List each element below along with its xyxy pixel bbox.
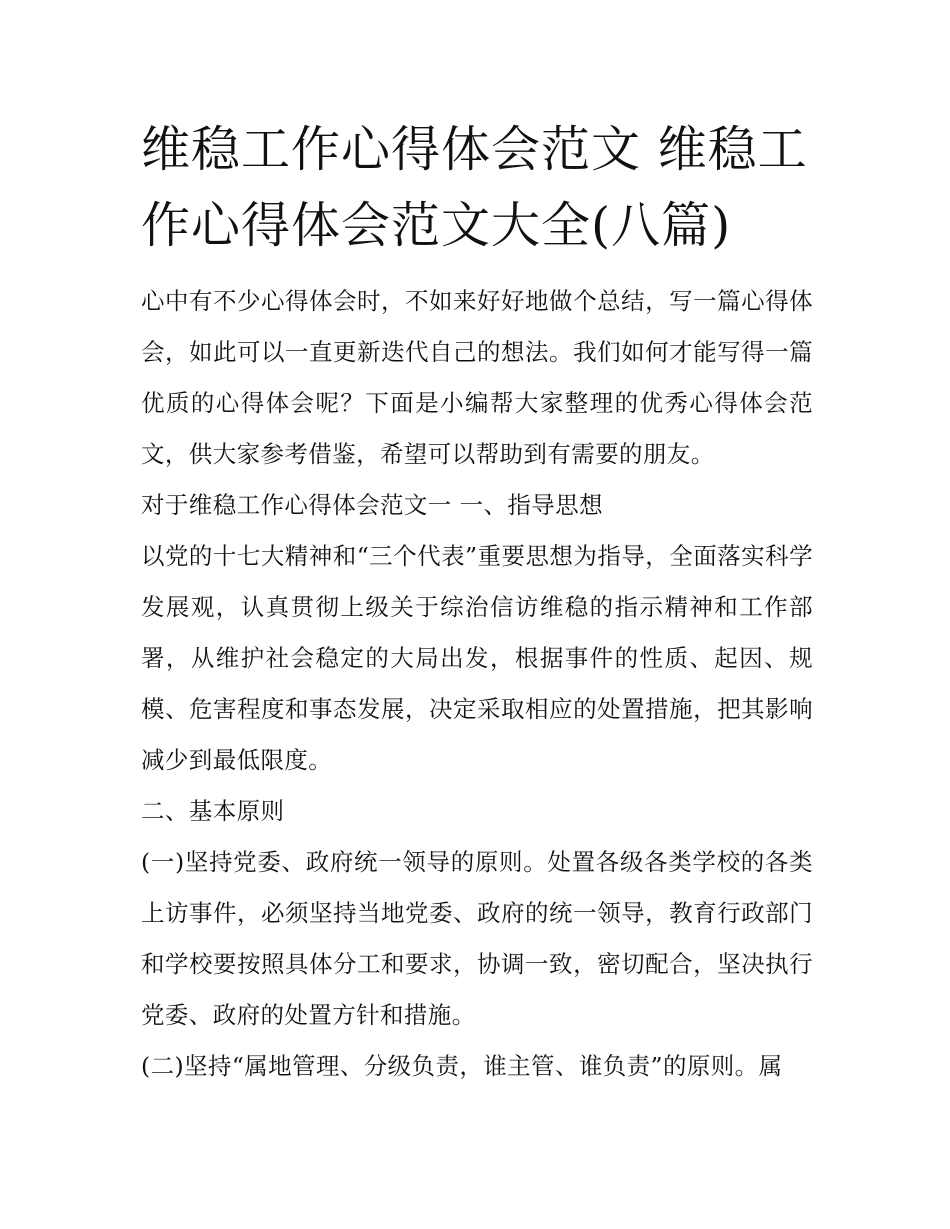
paragraph-heading-basic-principles: 二、基本原则 xyxy=(141,797,285,825)
paragraph-intro: 心中有不少心得体会时，不如来好好地做个总结，写一篇心得体会，如此可以一直更新迭代自己的想法。我们如何才能写得一篇优质的心得体会呢？下面是小编帮大家整理的优秀心得体会范文，供大家参考借鉴，希望可以帮助到有需要的朋友。 xyxy=(141,287,813,468)
paragraph-principle-two: (二)坚持“属地管理、分级负责，谁主管、谁负责”的原则。属 xyxy=(141,1052,783,1080)
paragraph-heading-guiding-thought: 对于维稳工作心得体会范文一 一、指导思想 xyxy=(141,491,603,519)
document-title: 维稳工作心得体会范文 维稳工作心得体会范文大全(八篇) xyxy=(141,121,808,254)
paragraph-principle-one: (一)坚持党委、政府统一领导的原则。处置各级各类学校的各类上访事件，必须坚持当地党委、政府的统一领导，教育行政部门和学校要按照具体分工和要求，协调一致，密切配合，坚决执行党委、政府的处置方针和措施。 xyxy=(141,848,813,1029)
paragraph-guiding-thought: 以党的十七大精神和“三个代表”重要思想为指导，全面落实科学发展观，认真贯彻上级关于综治信访维稳的指示精神和工作部署，从维护社会稳定的大局出发，根据事件的性质、起因、规模、危害程度和事态发展，决定采取相应的处置措施，把其影响减少到最低限度。 xyxy=(141,542,813,774)
document-body xyxy=(141,276,813,1092)
